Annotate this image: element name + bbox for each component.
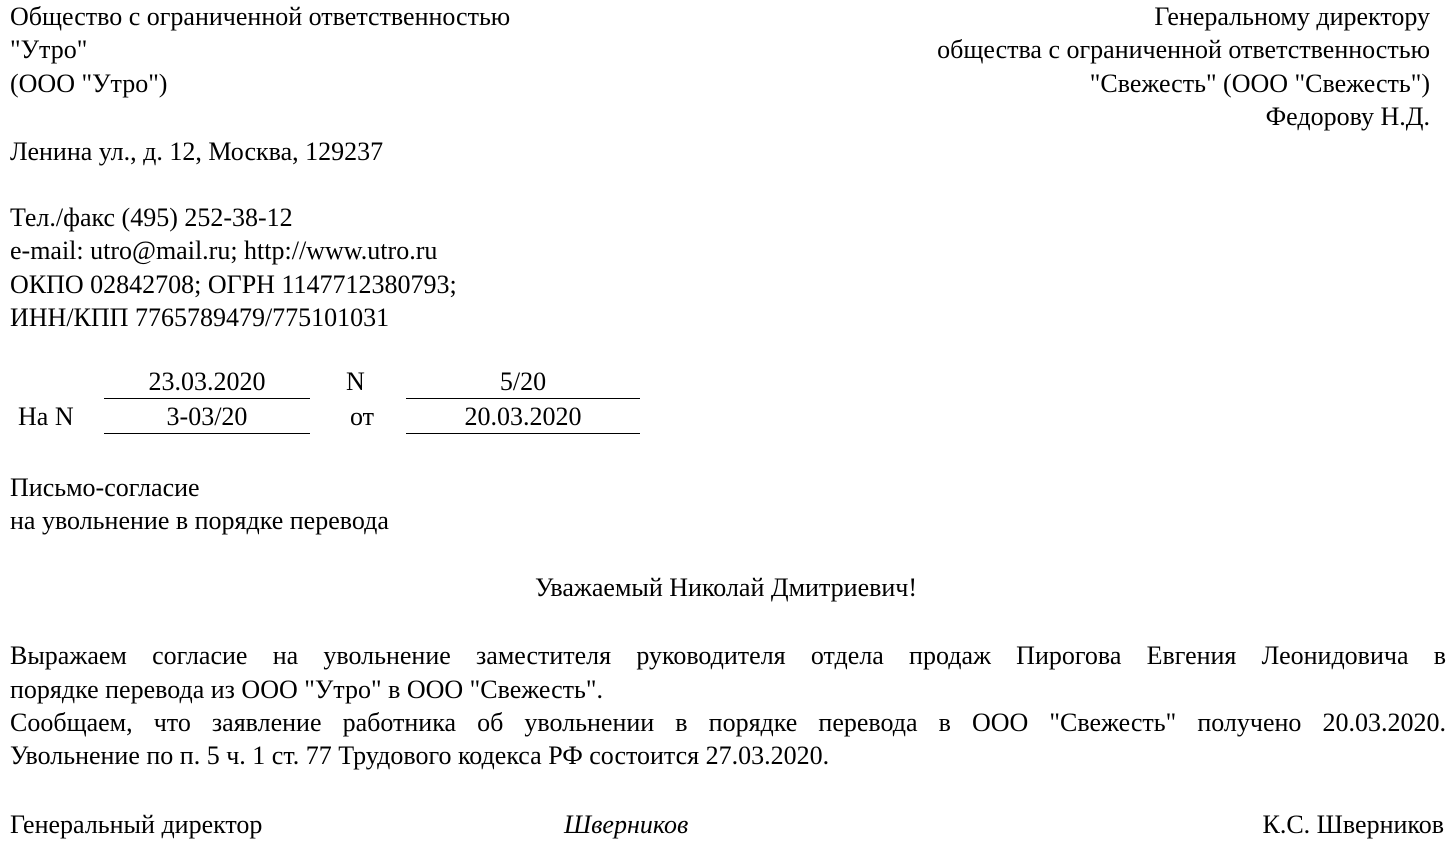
sender-web: e-mail: utro@mail.ru; http://www.utro.ru xyxy=(10,236,438,265)
signature-position: Генеральный директор xyxy=(10,810,263,839)
sender-name-line1: Общество с ограниченной ответственностью xyxy=(10,2,511,31)
greeting: Уважаемый Николай Дмитриевич! xyxy=(534,573,918,602)
sender-okpo-ogrn: ОКПО 02842708; ОГРН 1147712380793; xyxy=(10,270,457,299)
subject-line1: Письмо-согласие xyxy=(10,473,200,502)
ref-number-field: 3-03/20 xyxy=(104,401,310,434)
ref-number-label: На N xyxy=(18,402,74,431)
sender-address: Ленина ул., д. 12, Москва, 129237 xyxy=(10,137,384,166)
body-line2: порядке перевода из ООО "Утро" в ООО "Свежесть". xyxy=(10,675,603,704)
reg-number-field: 5/20 xyxy=(406,366,640,399)
subject-line2: на увольнение в порядке перевода xyxy=(10,506,389,535)
sender-inn-kpp: ИНН/КПП 7765789479/775101031 xyxy=(10,303,390,332)
signature-name: К.С. Шверников xyxy=(1262,810,1444,839)
sender-name-line2: "Утро" xyxy=(10,35,88,64)
ref-date-field: 20.03.2020 xyxy=(406,401,640,434)
sender-short-name: (ООО "Утро") xyxy=(10,69,168,98)
recipient-line1: Генеральному директору xyxy=(1154,2,1430,31)
sender-phone: Тел./факс (495) 252-38-12 xyxy=(10,203,293,232)
recipient-line2: общества с ограниченной ответственностью xyxy=(937,35,1430,64)
body-line4: Увольнение по п. 5 ч. 1 ст. 77 Трудового кодекса РФ состоится 27.03.2020. xyxy=(10,741,830,770)
signature-handwritten: Шверников xyxy=(564,810,689,839)
reg-date-field: 23.03.2020 xyxy=(104,366,310,399)
recipient-line3: "Свежесть" (ООО "Свежесть") xyxy=(1089,69,1430,98)
body-line1: Выражаем согласие на увольнение заместителя руководителя отдела продаж Пирогова Евгения Леонидовича в xyxy=(10,641,1446,670)
reg-number-label: N xyxy=(346,367,365,396)
body-line3: Сообщаем, что заявление работника об увольнении в порядке перевода в ООО "Свежесть" получено 20.03.2020. xyxy=(10,708,1446,737)
recipient-line4: Федорову Н.Д. xyxy=(1265,102,1430,131)
ref-from-label: от xyxy=(350,402,375,431)
